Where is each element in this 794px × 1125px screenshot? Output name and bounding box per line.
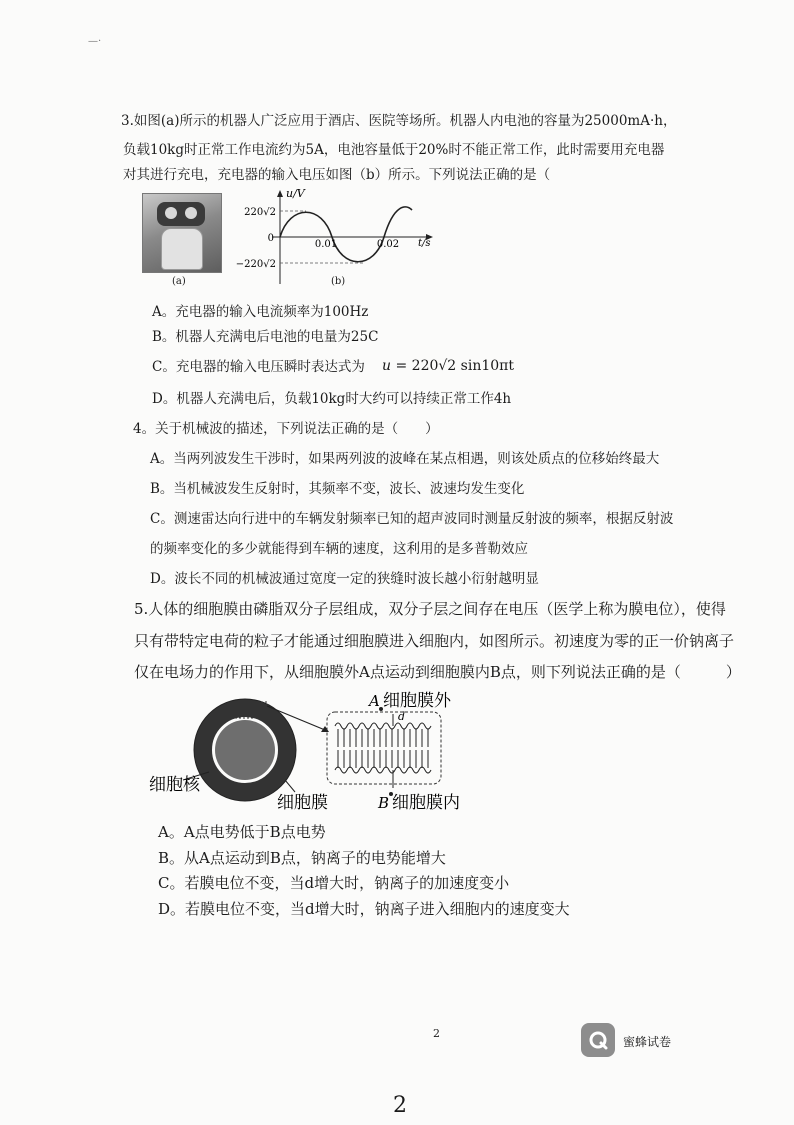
label-outside: 细胞膜外 (383, 691, 451, 711)
cell-membrane-figure (145, 684, 475, 816)
q4-option-c-line-2: 的频率变化的多少就能得到车辆的速度，这利用的是多普勒效应 (150, 541, 528, 557)
nucleus-disc (215, 720, 275, 780)
upper-layer-heads (335, 723, 431, 729)
x-tick-0.02: 0.02 (376, 239, 400, 250)
label-inside: 细胞膜内 (392, 793, 460, 813)
eq-rhs: = 220√2 sin10πt (391, 358, 514, 374)
robot-body (161, 228, 203, 270)
q3-option-d: D。机器人充满电后，负载10kg时大约可以持续正常工作4h (152, 391, 512, 407)
q5-stem-line-1: 5.人体的细胞膜由磷脂双分子层组成，双分子层之间存在电压（医学上称为膜电位），使得 (134, 600, 726, 618)
page-number-large: 2 (393, 1093, 407, 1118)
x-tick-0.01: 0.01 (314, 239, 338, 250)
page-number-small: 2 (433, 1027, 440, 1040)
eq-lhs: u (382, 358, 392, 374)
q3-stem-line-1: 3.如图(a)所示的机器人广泛应用于酒店、医院等场所。机器人内电池的容量为25000mA·h， (121, 113, 677, 129)
brand-name: 蜜蜂试卷 (623, 1035, 672, 1049)
q5-option-b: B。从A点运动到B点，钠离子的电势能增大 (158, 849, 446, 867)
y-axis-label: u/V (286, 188, 305, 200)
q4-option-c-line-1: C。测速雷达向行进中的车辆发射频率已知的超声波同时测量反射波的频率，根据反射波 (150, 511, 674, 527)
q5-option-a: A。A点电势低于B点电势 (158, 823, 326, 841)
upper-tails (338, 729, 428, 747)
lower-tails (338, 750, 428, 768)
q5-stem-line-2: 只有带特定电荷的粒子才能通过细胞膜进入细胞内，如图所示。初速度为零的正一价钠离子 (134, 632, 735, 650)
q4-option-d: D。波长不同的机械波通过宽度一定的狭缝时波长越小衍射越明显 (150, 571, 539, 587)
origin-label: 0 (267, 233, 274, 244)
q3-option-c-equation (382, 358, 514, 374)
q5-stem-line-3: 仅在电场力的作用下，从细胞膜外A点运动到细胞膜内B点，则下列说法正确的是（ ） (134, 663, 741, 681)
caption-a: (a) (172, 276, 186, 287)
q3-stem-line-2: 负载10kg时正常工作电流约为5A，电池容量低于20%时不能正常工作，此时需要用充电器 (123, 142, 665, 158)
q3-option-b: B。机器人充满电后电池的电量为25C (152, 329, 379, 345)
y-min-label: −220√2 (236, 259, 276, 270)
x-axis-label: t/s (418, 238, 431, 249)
label-membrane: 细胞膜 (277, 793, 328, 813)
y-axis-arrow (277, 190, 283, 197)
voltage-waveform (236, 188, 436, 288)
robot-photo (142, 193, 222, 273)
q3-stem-line-3: 对其进行充电，充电器的输入电压如图（b）所示。下列说法正确的是（ (123, 167, 551, 183)
q5-option-c: C。若膜电位不变，当d增大时，钠离子的加速度变小 (158, 874, 510, 892)
brand-q-icon (587, 1029, 609, 1051)
q3-option-c: C。充电器的输入电压瞬时表达式为 (152, 359, 365, 375)
robot-eye-left (165, 207, 177, 219)
label-d: d (398, 710, 406, 723)
sine-curve (280, 207, 412, 262)
robot-eye-right (185, 207, 197, 219)
lower-layer-heads (335, 767, 431, 773)
q4-option-b: B。当机械波发生反射时，其频率不变，波长、波速均发生变化 (150, 481, 525, 497)
q5-option-d: D。若膜电位不变，当d增大时，钠离子进入细胞内的速度变大 (158, 900, 570, 918)
label-nucleus: 细胞核 (149, 775, 200, 795)
label-b: B (378, 794, 390, 812)
q4-stem: 4。关于机械波的描述，下列说法正确的是（ ） (133, 421, 439, 437)
caption-b: (b) (331, 276, 346, 287)
brand-logo-icon (581, 1023, 615, 1057)
q3-option-a: A。充电器的输入电流频率为100Hz (152, 304, 369, 320)
scan-mark: —· (88, 36, 102, 47)
phospholipid-bilayer (335, 723, 431, 773)
label-a: A (369, 692, 380, 710)
q4-option-a: A。当两列波发生干涉时，如果两列波的波峰在某点相遇，则该处质点的位移始终最大 (150, 451, 660, 467)
membrane-leader (285, 780, 295, 792)
y-max-label: 220√2 (244, 207, 276, 218)
